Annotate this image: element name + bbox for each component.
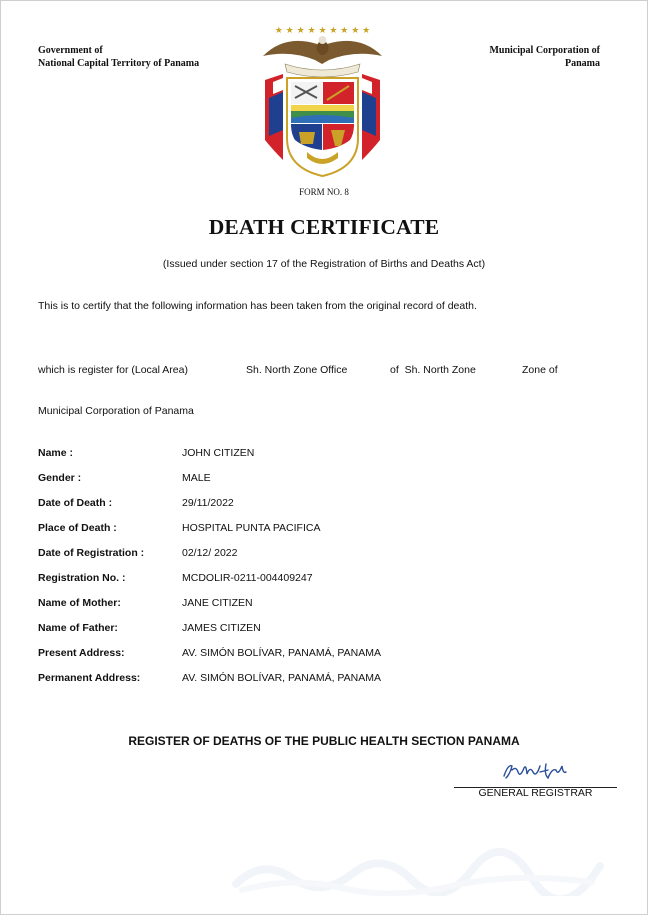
field-name-of-mother (38, 597, 598, 622)
subtitle: (Issued under section 17 of the Registration of Births and Deaths Act) (162, 258, 486, 270)
field-name-of-father (38, 622, 598, 647)
field-label: Name of Father: (38, 622, 118, 634)
coat-of-arms-of-panama-icon (255, 20, 390, 182)
form-number: FORM NO. 8 (299, 187, 349, 197)
area-zone-of: Zone of (522, 364, 558, 376)
header-right (489, 45, 600, 70)
field-value: JANE CITIZEN (182, 597, 253, 609)
intro-text: This is to certify that the following information has been taken from the original record of death. (38, 300, 477, 312)
field-value: 29/11/2022 (182, 497, 234, 509)
field-value: JOHN CITIZEN (182, 447, 255, 459)
header-right-line1: Municipal Corporation of (489, 45, 600, 56)
footer-title: REGISTER OF DEATHS OF THE PUBLIC HEALTH SECTION PANAMA (128, 734, 520, 748)
field-label: Name : (38, 447, 74, 459)
field-value: HOSPITAL PUNTA PACIFICA (182, 522, 321, 534)
field-gender (38, 472, 598, 497)
header-left-line2: National Capital Territory of Panama (38, 57, 200, 69)
header-left (38, 45, 199, 70)
page-title: DEATH CERTIFICATE (208, 215, 440, 239)
field-present-address (38, 647, 598, 672)
field-date-of-registration (38, 547, 598, 572)
area-prefix: which is register for (Local Area) (38, 364, 188, 376)
record-fields (38, 447, 598, 697)
field-label: Permanent Address: (38, 672, 141, 684)
municipal-line: Municipal Corporation of Panama (38, 405, 194, 417)
field-date-of-death (38, 497, 598, 522)
field-label: Gender : (38, 472, 82, 484)
field-value: 02/12/ 2022 (182, 547, 238, 559)
field-value: MCDOLIR-0211-004409247 (182, 572, 313, 584)
field-label: Place of Death : (38, 522, 117, 534)
field-value: AV. SIMÓN BOLÍVAR, PANAMÁ, PANAMA (182, 647, 381, 659)
field-permanent-address (38, 672, 598, 697)
field-label: Date of Death : (38, 497, 113, 509)
field-value: MALE (182, 472, 211, 484)
header-right-line2: Panama (565, 57, 600, 69)
field-name (38, 447, 598, 472)
watermark-scribble-icon (232, 848, 604, 896)
field-value: JAMES CITIZEN (182, 622, 261, 634)
field-label: Date of Registration : (38, 547, 145, 559)
field-label: Registration No. : (38, 572, 126, 584)
field-place-of-death (38, 522, 598, 547)
field-label: Name of Mother: (38, 597, 121, 609)
handwritten-signature-icon (500, 760, 570, 782)
field-value: AV. SIMÓN BOLÍVAR, PANAMÁ, PANAMA (182, 672, 381, 684)
field-registration-no (38, 572, 598, 597)
svg-text:★ ★ ★ ★ ★ ★ ★ ★ ★: ★ ★ ★ ★ ★ ★ ★ ★ ★ (274, 26, 371, 36)
area-of-zone: of Sh. North Zone (390, 364, 476, 376)
field-label: Present Address: (38, 647, 125, 659)
signature-title: GENERAL REGISTRAR (478, 787, 593, 799)
header-left-line1: Government of (38, 45, 103, 56)
area-office: Sh. North Zone Office (246, 364, 348, 376)
